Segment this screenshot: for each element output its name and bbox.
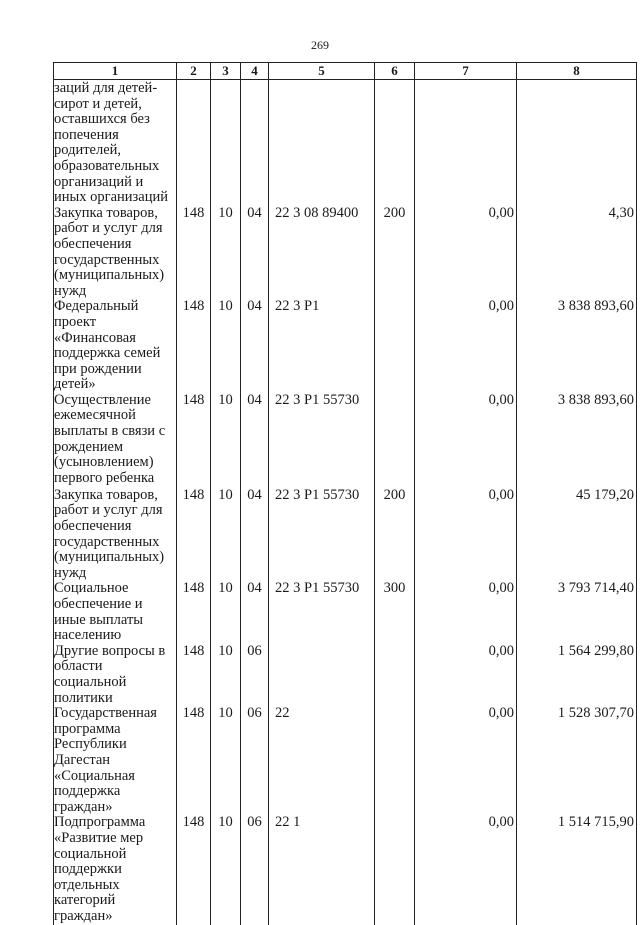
cell-target-item bbox=[269, 644, 375, 706]
cell-name: Другие вопросы в области социальной политики bbox=[54, 644, 177, 706]
cell-admin-code: 148 bbox=[177, 206, 211, 300]
cell-section: 10 bbox=[211, 644, 241, 706]
col-header-3: 3 bbox=[211, 63, 241, 80]
col-header-6: 6 bbox=[375, 63, 415, 80]
cell-target-item: 22 1 bbox=[269, 815, 375, 924]
cell-admin-code: 148 bbox=[177, 815, 211, 924]
table-row bbox=[54, 80, 637, 206]
cell-target-item: 22 3 P1 55730 bbox=[269, 581, 375, 643]
cell-name: Государственная программа Республики Дагестан «Социальная поддержка граждан» bbox=[54, 706, 177, 815]
cell-admin-code: 148 bbox=[177, 488, 211, 582]
budget-table bbox=[53, 62, 637, 925]
cell-expense-type bbox=[375, 706, 415, 815]
cell-subsection: 04 bbox=[241, 488, 269, 582]
cell-admin-code: 148 bbox=[177, 581, 211, 643]
cell-amount-8 bbox=[517, 80, 637, 206]
cell-name: заций для детей-сирот и детей, оставшихся без попечения родителей, образовательных организаций и иных организаций bbox=[54, 80, 177, 206]
col-header-1: 1 bbox=[54, 63, 177, 80]
cell-amount-7: 0,00 bbox=[415, 299, 517, 393]
cell-subsection bbox=[241, 80, 269, 206]
cell-amount-8: 1 514 715,90 bbox=[517, 815, 637, 924]
cell-admin-code: 148 bbox=[177, 299, 211, 393]
table-row bbox=[54, 581, 637, 643]
cell-section: 10 bbox=[211, 815, 241, 924]
cell-subsection: 06 bbox=[241, 815, 269, 924]
cell-amount-7: 0,00 bbox=[415, 815, 517, 924]
cell-target-item: 22 3 P1 55730 bbox=[269, 393, 375, 488]
cell-amount-8: 1 564 299,80 bbox=[517, 644, 637, 706]
cell-target-item: 22 3 P1 55730 bbox=[269, 488, 375, 582]
cell-expense-type bbox=[375, 815, 415, 924]
cell-section: 10 bbox=[211, 393, 241, 488]
cell-amount-7: 0,00 bbox=[415, 488, 517, 582]
cell-amount-8: 1 528 307,70 bbox=[517, 706, 637, 815]
cell-name: Осуществление ежемесячной выплаты в связи с рождением (усыновлением) первого ребенка bbox=[54, 393, 177, 488]
cell-section: 10 bbox=[211, 706, 241, 815]
col-header-7: 7 bbox=[415, 63, 517, 80]
cell-section: 10 bbox=[211, 206, 241, 300]
cell-amount-8: 3 793 714,40 bbox=[517, 581, 637, 643]
cell-admin-code bbox=[177, 80, 211, 206]
page-number: 269 bbox=[311, 38, 329, 52]
cell-target-item: 22 3 P1 bbox=[269, 299, 375, 393]
col-header-4: 4 bbox=[241, 63, 269, 80]
cell-amount-8: 3 838 893,60 bbox=[517, 393, 637, 488]
cell-amount-7 bbox=[415, 80, 517, 206]
cell-amount-7: 0,00 bbox=[415, 206, 517, 300]
cell-amount-7: 0,00 bbox=[415, 644, 517, 706]
col-header-8: 8 bbox=[517, 63, 637, 80]
table-row bbox=[54, 393, 637, 488]
cell-admin-code: 148 bbox=[177, 706, 211, 815]
cell-name: Подпрограмма «Развитие мер социальной поддержки отдельных категорий граждан» bbox=[54, 815, 177, 924]
table-row bbox=[54, 644, 637, 706]
cell-expense-type bbox=[375, 80, 415, 206]
header-row bbox=[54, 63, 637, 80]
cell-admin-code: 148 bbox=[177, 393, 211, 488]
col-header-2: 2 bbox=[177, 63, 211, 80]
table-row bbox=[54, 815, 637, 924]
table-row bbox=[54, 488, 637, 582]
cell-amount-8: 3 838 893,60 bbox=[517, 299, 637, 393]
cell-target-item: 22 3 08 89400 bbox=[269, 206, 375, 300]
cell-expense-type: 300 bbox=[375, 581, 415, 643]
cell-section: 10 bbox=[211, 488, 241, 582]
cell-subsection: 04 bbox=[241, 393, 269, 488]
cell-target-item bbox=[269, 80, 375, 206]
cell-name: Закупка товаров, работ и услуг для обеспечения государственных (муниципальных) нужд bbox=[54, 488, 177, 582]
cell-name: Социальное обеспечение и иные выплаты населению bbox=[54, 581, 177, 643]
table-row bbox=[54, 706, 637, 815]
cell-expense-type bbox=[375, 644, 415, 706]
cell-name: Федеральный проект «Финансовая поддержка семей при рождении детей» bbox=[54, 299, 177, 393]
cell-admin-code: 148 bbox=[177, 644, 211, 706]
cell-amount-8: 4,30 bbox=[517, 206, 637, 300]
cell-subsection: 04 bbox=[241, 581, 269, 643]
cell-section: 10 bbox=[211, 581, 241, 643]
cell-subsection: 04 bbox=[241, 299, 269, 393]
cell-section bbox=[211, 80, 241, 206]
cell-amount-7: 0,00 bbox=[415, 393, 517, 488]
table-row bbox=[54, 206, 637, 300]
cell-subsection: 06 bbox=[241, 706, 269, 815]
cell-expense-type: 200 bbox=[375, 206, 415, 300]
cell-subsection: 04 bbox=[241, 206, 269, 300]
cell-subsection: 06 bbox=[241, 644, 269, 706]
cell-amount-8: 45 179,20 bbox=[517, 488, 637, 582]
cell-expense-type bbox=[375, 299, 415, 393]
cell-amount-7: 0,00 bbox=[415, 581, 517, 643]
cell-expense-type bbox=[375, 393, 415, 488]
cell-target-item: 22 bbox=[269, 706, 375, 815]
cell-expense-type: 200 bbox=[375, 488, 415, 582]
cell-name: Закупка товаров, работ и услуг для обеспечения государственных (муниципальных) нужд bbox=[54, 206, 177, 300]
cell-section: 10 bbox=[211, 299, 241, 393]
col-header-5: 5 bbox=[269, 63, 375, 80]
table-row bbox=[54, 299, 637, 393]
cell-amount-7: 0,00 bbox=[415, 706, 517, 815]
